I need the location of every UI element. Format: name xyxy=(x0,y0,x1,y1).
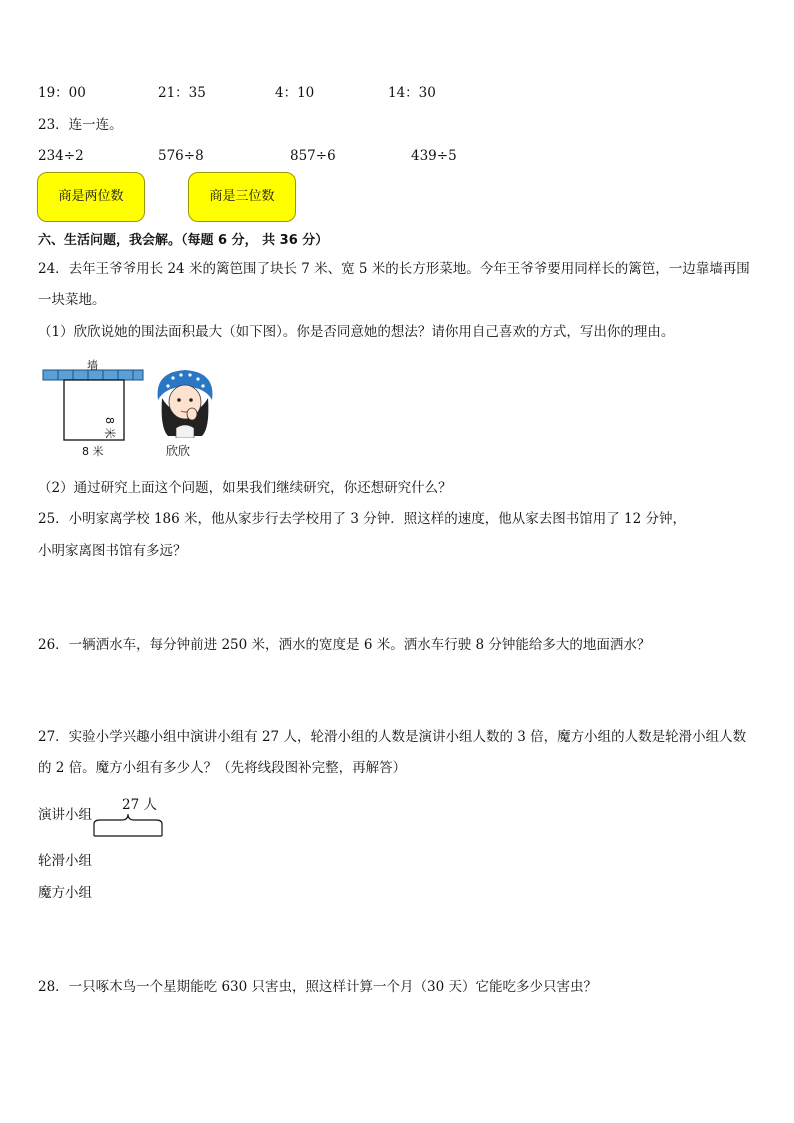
girl-name-label: 欣欣 xyxy=(166,444,191,458)
q25-line-2: 小明家离图书馆有多远？ xyxy=(38,543,187,559)
q23-box-two-digit[interactable] xyxy=(37,172,145,222)
time-1: 19：00 xyxy=(38,85,86,101)
bottom-length-label: 8 米 xyxy=(82,445,104,458)
time-2: 21：35 xyxy=(158,85,206,101)
q27-row-cube: 魔方小组 xyxy=(38,885,92,901)
q27-line-2: 的 2 倍。魔方小组有多少人？（先将线段图补完整，再解答） xyxy=(38,760,407,776)
q27-count-label: 27 人 xyxy=(122,797,157,813)
q24-part-2: （2）通过研究上面这个问题，如果我们继续研究，你还想研究什么？ xyxy=(38,480,452,496)
section-6-heading: 六、生活问题，我会解。（每题 6 分， 共 36 分） xyxy=(38,233,329,248)
q27-row-skating: 轮滑小组 xyxy=(38,853,92,869)
q26-text: 26．一辆洒水车，每分钟前进 250 米，洒水的宽度是 6 米。洒水车行驶 8 分钟能给多大的地面洒水？ xyxy=(38,637,651,653)
q23-box-two-digit-label: 商是两位数 xyxy=(58,189,124,204)
q24-line-2: 一块菜地。 xyxy=(38,292,106,308)
q28-text: 28．一只啄木鸟一个星期能吃 630 只害虫，照这样计算一个月（30 天）它能吃多少只害虫？ xyxy=(38,979,597,995)
side-length-label: 8 米 xyxy=(103,417,116,439)
q25-line-1: 25．小明家离学校 186 米，他从家步行去学校用了 3 分钟．照这样的速度，他从家去图书馆用了 12 分钟， xyxy=(38,511,686,527)
wall-label: 墙 xyxy=(87,359,98,372)
time-3: 4：10 xyxy=(275,85,315,101)
q23-expr-1: 234÷2 xyxy=(38,148,84,164)
girl-xinxin-illustration xyxy=(148,366,222,438)
q23-box-three-digit[interactable] xyxy=(188,172,296,222)
q23-expr-4: 439÷5 xyxy=(411,148,457,164)
q24-part-1: （1）欣欣说她的围法面积最大（如下图）。你是否同意她的想法？请你用自己喜欢的方式，写出你的理由。 xyxy=(38,324,675,340)
time-4: 14：30 xyxy=(388,85,436,101)
q23-expr-3: 857÷6 xyxy=(290,148,336,164)
q27-line-1: 27．实验小学兴趣小组中演讲小组有 27 人，轮滑小组的人数是演讲小组人数的 3 倍，魔方小组的人数是轮滑小组人数 xyxy=(38,729,747,745)
q27-row-speech: 演讲小组 xyxy=(38,807,92,823)
q23-title: 23．连一连。 xyxy=(38,117,123,133)
q27-segment-brace xyxy=(92,812,164,840)
q23-box-three-digit-label: 商是三位数 xyxy=(209,189,275,204)
q24-line-1: 24．去年王爷爷用长 24 米的篱笆围了块长 7 米、宽 5 米的长方形菜地。今年王爷爷要用同样长的篱笆，一边靠墙再围 xyxy=(38,261,750,277)
q23-expr-2: 576÷8 xyxy=(158,148,204,164)
